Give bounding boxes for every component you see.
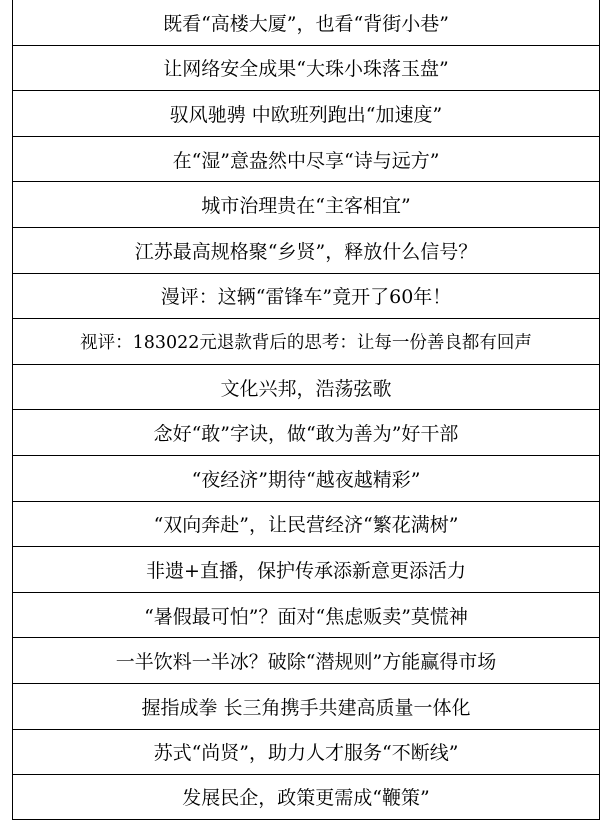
- table-row[interactable]: 江苏最高规格聚“乡贤”，释放什么信号？: [13, 227, 599, 273]
- table-row[interactable]: 漫评：这辆“雷锋车”竟开了60年！: [13, 273, 599, 319]
- table-row[interactable]: 非遗+直播，保护传承添新意更添活力: [13, 546, 599, 592]
- table-row[interactable]: 让网络安全成果“大珠小珠落玉盘”: [13, 45, 599, 91]
- table-row[interactable]: 发展民企，政策更需成“鞭策”: [13, 774, 599, 820]
- table-row[interactable]: “夜经济”期待“越夜越精彩”: [13, 455, 599, 501]
- table-row[interactable]: 驭风驰骋 中欧班列跑出“加速度”: [13, 90, 599, 136]
- table-row[interactable]: 念好“敢”字诀，做“敢为善为”好干部: [13, 409, 599, 455]
- table-row[interactable]: 文化兴邦，浩荡弦歌: [13, 364, 599, 410]
- table-row[interactable]: 在“湿”意盎然中尽享“诗与远方”: [13, 136, 599, 182]
- table-row[interactable]: 既看“高楼大厦”，也看“背街小巷”: [13, 0, 599, 45]
- table-row[interactable]: 城市治理贵在“主客相宜”: [13, 181, 599, 227]
- headline-table: [12, 0, 600, 820]
- table-row[interactable]: 苏式“尚贤”，助力人才服务“不断线”: [13, 729, 599, 775]
- table-row[interactable]: 视评：183022元退款背后的思考：让每一份善良都有回声: [13, 318, 599, 364]
- table-row[interactable]: 握指成拳 长三角携手共建高质量一体化: [13, 683, 599, 729]
- table-row[interactable]: “双向奔赴”，让民营经济“繁花满树”: [13, 501, 599, 547]
- table-row[interactable]: 一半饮料一半冰？破除“潜规则”方能赢得市场: [13, 637, 599, 683]
- table-row[interactable]: “暑假最可怕”？面对“焦虑贩卖”莫慌神: [13, 592, 599, 638]
